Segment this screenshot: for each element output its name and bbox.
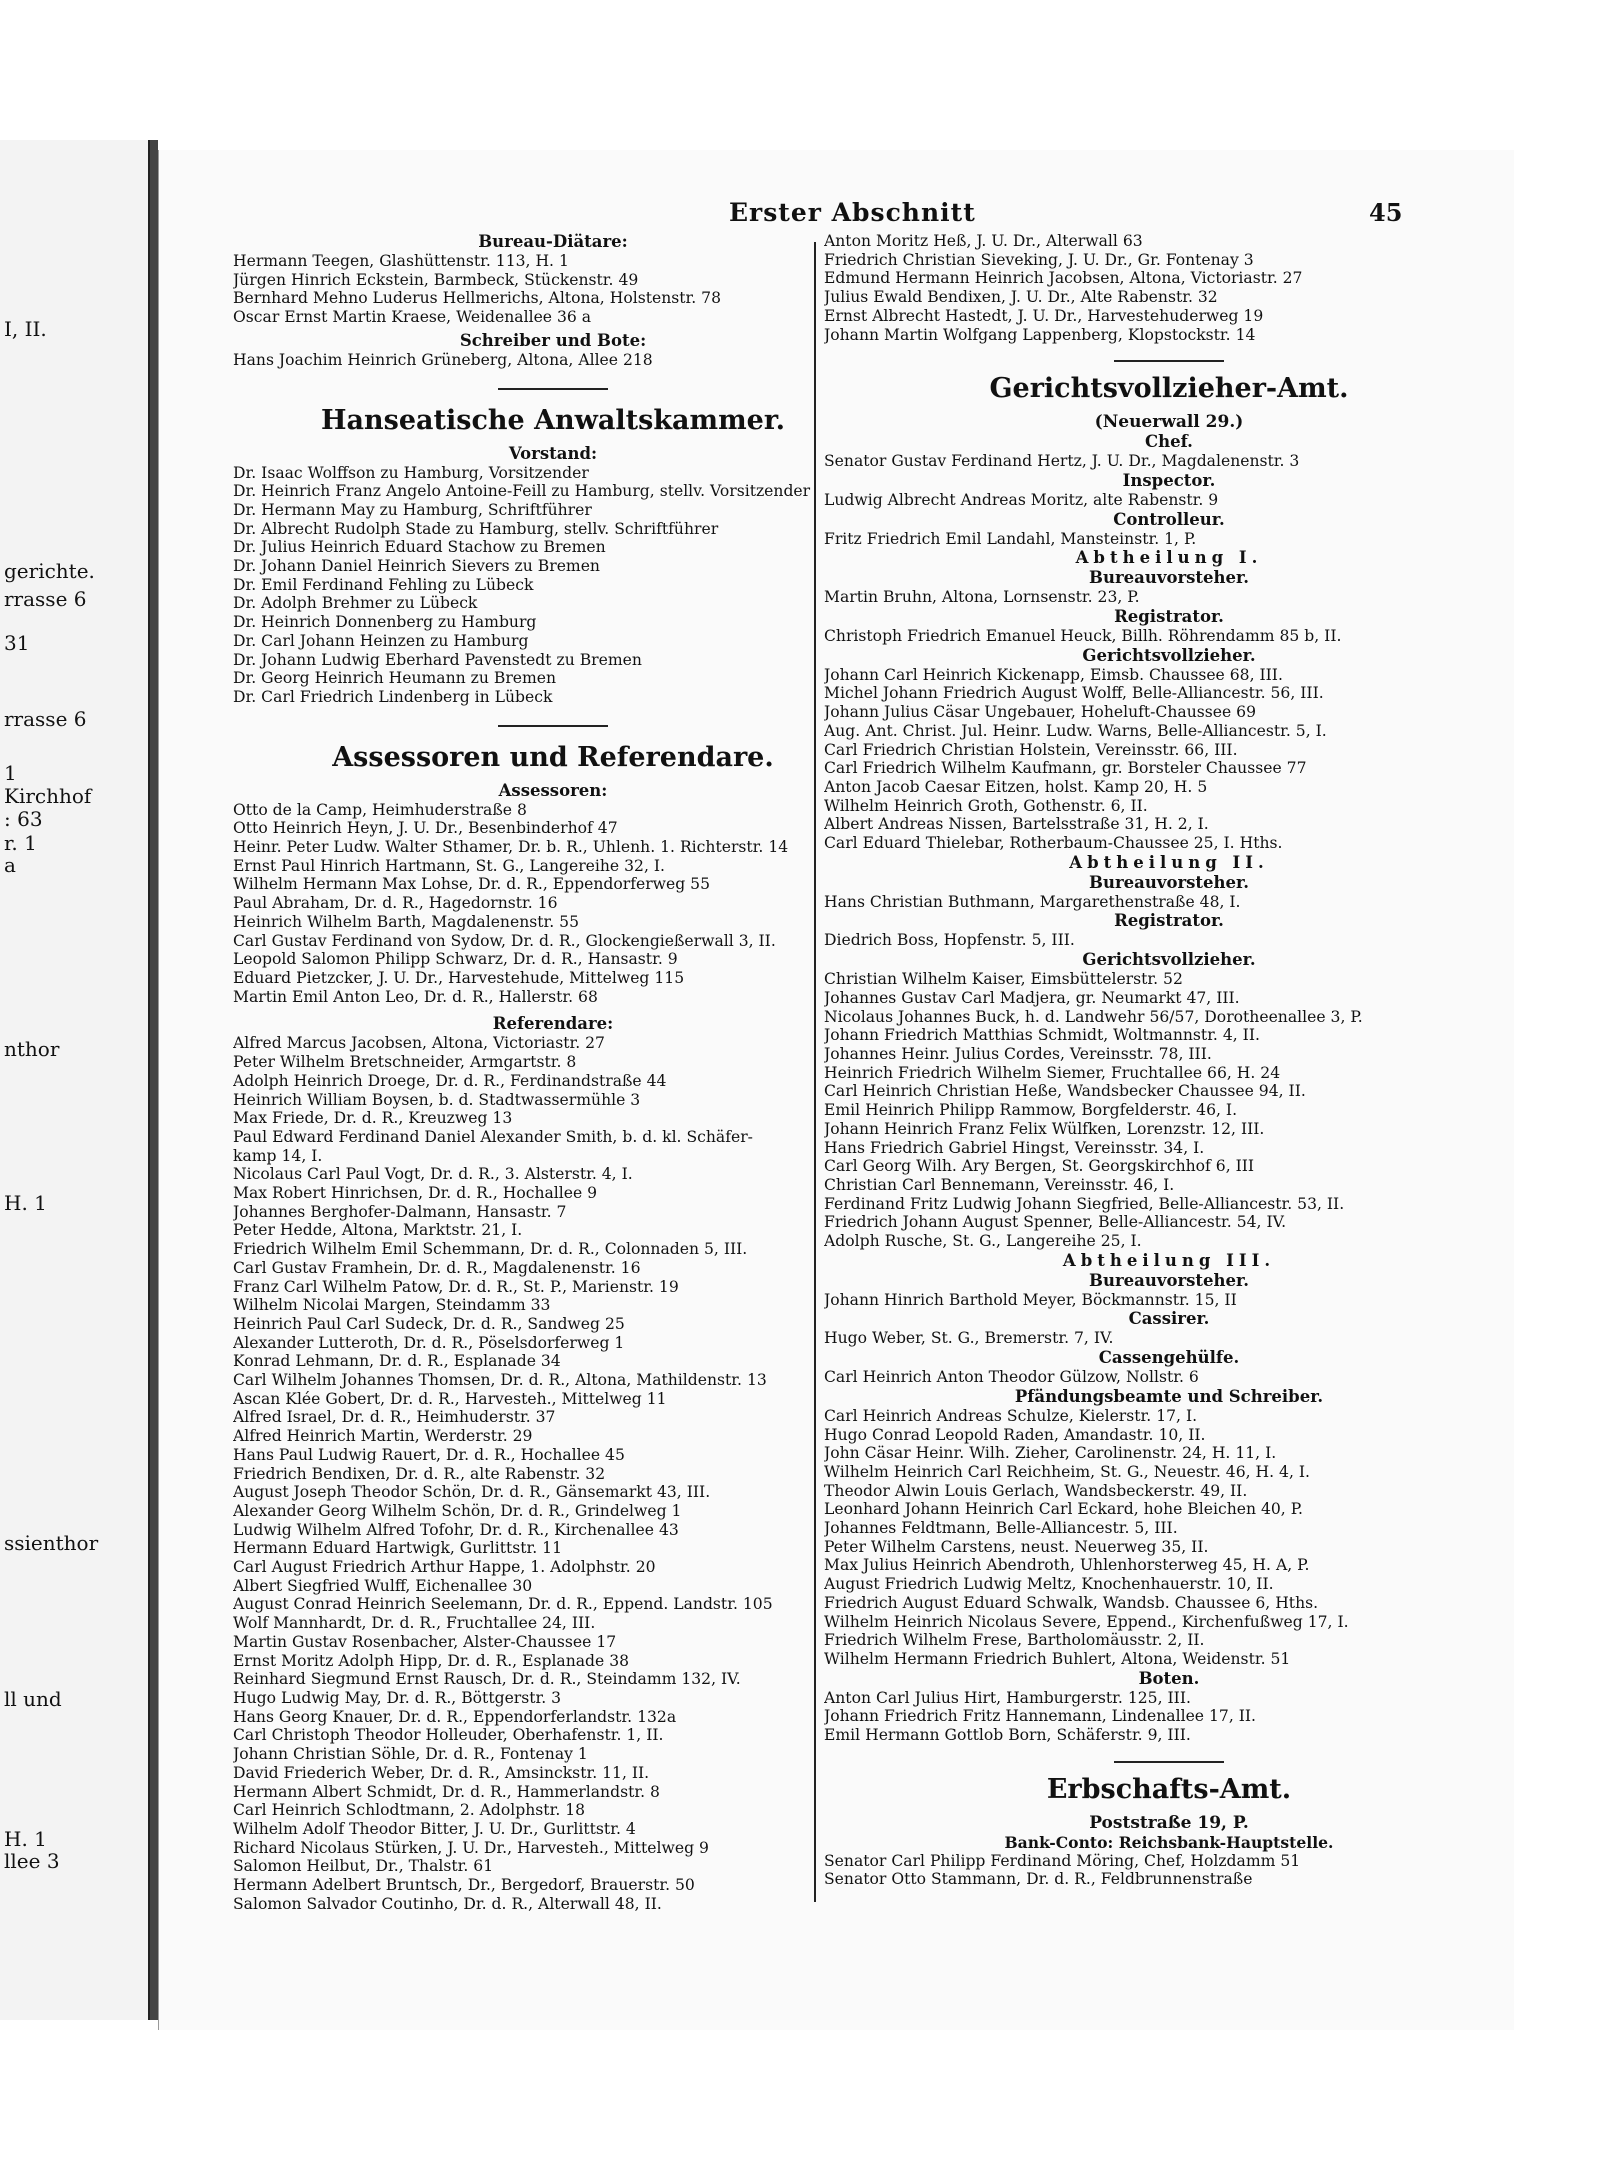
section-heading: Schreiber und Bote: [459, 330, 647, 350]
directory-entry: Friedrich Johann August Spenner, Belle-Alliancestr. 54, IV. [824, 1213, 1287, 1232]
directory-entry: Carl Wilhelm Johannes Thomsen, Dr. d. R., Altona, Mathildenstr. 13 [233, 1371, 767, 1390]
directory-entry: Dr. Albrecht Rudolph Stade zu Hamburg, stellv. Schriftführer [233, 519, 719, 538]
department-heading: Abtheilung II. [1069, 852, 1269, 872]
directory-entry: Heinrich Wilhelm Barth, Magdalenenstr. 55 [233, 912, 580, 931]
directory-entry: Johannes Gustav Carl Madjera, gr. Neumarkt 47, III. [824, 988, 1240, 1007]
directory-entry: Salomon Heilbut, Dr., Thalstr. 61 [233, 1857, 494, 1876]
book-gutter [150, 140, 158, 2020]
directory-entry: Johann Heinrich Franz Felix Wülfken, Lorenzstr. 12, III. [824, 1119, 1265, 1138]
department-heading: Abtheilung I. [1075, 548, 1263, 568]
previous-page-margin [0, 140, 151, 2020]
directory-entry: Johann Martin Wolfgang Lappenberg, Klopstockstr. 14 [824, 325, 1256, 344]
directory-entry: Christian Wilhelm Kaiser, Eimsbüttelerstr. 52 [824, 970, 1183, 989]
bank-account-note: Bank-Conto: Reichsbank-Hauptstelle. [1004, 1832, 1334, 1852]
entry-list [824, 1291, 1514, 1310]
directory-entry: Johann Julius Cäsar Ungebauer, Hoheluft-Chaussee 69 [824, 703, 1257, 722]
directory-entry: Wilhelm Heinrich Carl Reichheim, St. G., Neuestr. 46, H. 4, I. [824, 1462, 1311, 1481]
entry-list [233, 252, 873, 327]
directory-entry: Carl August Friedrich Arthur Happe, 1. Adolphstr. 20 [233, 1558, 656, 1577]
directory-entry: August Friedrich Ludwig Meltz, Knochenhauerstr. 10, II. [824, 1575, 1274, 1594]
directory-entry: Alfred Israel, Dr. d. R., Heimhuderstr. 37 [233, 1408, 556, 1427]
directory-entry: Anton Jacob Caesar Eitzen, holst. Kamp 20, H. 5 [824, 777, 1208, 796]
page-number: 45 [1369, 198, 1403, 227]
section-rule [498, 725, 608, 727]
directory-entry: Julius Ewald Bendixen, J. U. Dr., Alte Rabenstr. 32 [824, 288, 1218, 307]
directory-entry: Adolph Heinrich Droege, Dr. d. R., Ferdinandstraße 44 [233, 1071, 667, 1090]
directory-entry: Alfred Heinrich Martin, Werderstr. 29 [233, 1427, 533, 1446]
entry-list [233, 1034, 873, 1913]
directory-entry: Dr. Carl Johann Heinzen zu Hamburg [233, 631, 529, 650]
directory-entry: Ferdinand Fritz Ludwig Johann Siegfried, Belle-Alliancestr. 53, II. [824, 1194, 1345, 1213]
directory-entry: Wolf Mannhardt, Dr. d. R., Fruchtallee 24, III. [233, 1614, 596, 1633]
directory-entry: Wilhelm Adolf Theodor Bitter, J. U. Dr., Gurlittstr. 4 [233, 1819, 636, 1838]
directory-entry: Nicolaus Johannes Buck, h. d. Landwehr 56/57, Dorotheenallee 3, P. [824, 1007, 1363, 1026]
section-heading: Gerichtsvollzieher. [1082, 645, 1256, 665]
directory-entry: Oscar Ernst Martin Kraese, Weidenallee 36 a [233, 308, 592, 327]
directory-entry: Aug. Ant. Christ. Jul. Heinr. Ludw. Warns, Belle-Alliancestr. 5, I. [824, 721, 1327, 740]
directory-entry: Ernst Paul Hinrich Hartmann, St. G., Langereihe 32, I. [233, 856, 665, 875]
directory-entry: Albert Siegfried Wulff, Eichenallee 30 [233, 1576, 533, 1595]
office-address: Poststraße 19, P. [1089, 1812, 1249, 1833]
directory-entry: Alexander Georg Wilhelm Schön, Dr. d. R., Grindelweg 1 [233, 1501, 682, 1520]
directory-entry: Carl Georg Wilh. Ary Bergen, St. Georgskirchhof 6, III [824, 1157, 1255, 1176]
prev-fragment: Kirchhof [4, 784, 92, 808]
directory-entry: Dr. Heinrich Franz Angelo Antoine-Feill zu Hamburg, stellv. Vorsitzender [233, 482, 811, 501]
directory-entry: Salomon Salvador Coutinho, Dr. d. R., Alterwall 48, II. [233, 1894, 662, 1913]
directory-entry: Ascan Klée Gobert, Dr. d. R., Harvesteh., Mittelweg 11 [233, 1389, 667, 1408]
directory-entry: Hermann Teegen, Glashüttenstr. 113, H. 1 [233, 252, 569, 270]
section-heading: Boten. [1138, 1668, 1200, 1688]
directory-entry: Michel Johann Friedrich August Wolff, Belle-Alliancestr. 56, III. [824, 684, 1324, 703]
directory-entry: Dr. Johann Ludwig Eberhard Pavenstedt zu Bremen [233, 650, 642, 669]
directory-entry: Heinr. Peter Ludw. Walter Sthamer, Dr. b. R., Uhlenh. 1. Richterstr. 14 [233, 838, 789, 857]
section-heading: Registrator. [1114, 911, 1224, 931]
section-heading: Inspector. [1122, 470, 1216, 490]
directory-entry: Max Julius Heinrich Abendroth, Uhlenhorsterweg 45, H. A, P. [824, 1556, 1310, 1575]
directory-entry: Dr. Carl Friedrich Lindenberg in Lübeck [233, 687, 553, 706]
section-heading: Referendare: [492, 1014, 614, 1034]
prev-fragment: gerichte. [4, 559, 95, 583]
directory-entry: Christian Carl Bennemann, Vereinsstr. 46, I. [824, 1175, 1175, 1194]
entry-list [824, 931, 1514, 950]
directory-entry: Hugo Ludwig May, Dr. d. R., Böttgerstr. 3 [233, 1689, 562, 1707]
directory-entry: Dr. Emil Ferdinand Fehling zu Lübeck [233, 575, 534, 594]
directory-entry: Alexander Lutteroth, Dr. d. R., Pöselsdorferweg 1 [233, 1333, 625, 1352]
directory-entry: Heinrich William Boysen, b. d. Stadtwassermühle 3 [233, 1090, 641, 1109]
directory-entry: Albert Andreas Nissen, Bartelsstraße 31, H. 2, I. [824, 815, 1209, 834]
entry-list [824, 530, 1514, 549]
directory-entry: Max Friede, Dr. d. R., Kreuzweg 13 [233, 1109, 513, 1128]
directory-entry: kamp 14, I. [233, 1146, 323, 1165]
section-heading: Gerichtsvollzieher. [1082, 950, 1256, 970]
prev-fragment: H. 1 [4, 1827, 47, 1851]
directory-entry: Dr. Adolph Brehmer zu Lübeck [233, 594, 478, 613]
directory-entry: Carl Friedrich Christian Holstein, Vereinsstr. 66, III. [824, 740, 1238, 759]
book-page [158, 150, 1514, 2030]
directory-entry: Nicolaus Carl Paul Vogt, Dr. d. R., 3. Alsterstr. 4, I. [233, 1165, 633, 1184]
section-title: Gerichtsvollzieher-Amt. [989, 373, 1349, 405]
directory-entry: Hans Joachim Heinrich Grüneberg, Altona, Allee 218 [233, 350, 653, 369]
directory-entry: Carl Heinrich Andreas Schulze, Kielerstr. 17, I. [824, 1406, 1198, 1425]
right-column [824, 232, 1514, 1889]
directory-entry: Martin Bruhn, Altona, Lornsenstr. 23, P. [824, 588, 1140, 607]
page-header [159, 198, 1514, 228]
section-heading: Assessoren: [498, 780, 608, 800]
directory-entry: Johannes Berghofer-Dalmann, Hansastr. 7 [233, 1202, 567, 1221]
directory-entry: Wilhelm Hermann Max Lohse, Dr. d. R., Eppendorferweg 55 [233, 875, 711, 894]
directory-entry: Johannes Feldtmann, Belle-Alliancestr. 5, III. [824, 1519, 1178, 1538]
entry-list [824, 1852, 1514, 1889]
prev-fragment: rrasse 6 [4, 587, 87, 611]
directory-entry: Dr. Julius Heinrich Eduard Stachow zu Bremen [233, 538, 606, 557]
directory-entry: Friedrich Wilhelm Frese, Bartholomäusstr. 2, II. [824, 1631, 1205, 1650]
prev-fragment: nthor [4, 1037, 60, 1061]
directory-entry: Fritz Friedrich Emil Landahl, Mansteinstr. 1, P. [824, 529, 1197, 548]
directory-entry: Leopold Salomon Philipp Schwarz, Dr. d. R., Hansastr. 9 [233, 950, 678, 969]
prev-fragment: : 63 [4, 807, 43, 831]
section-heading: Registrator. [1114, 607, 1224, 627]
directory-entry: Christoph Friedrich Emanuel Heuck, Billh. Röhrendamm 85 b, II. [824, 627, 1342, 646]
directory-entry: Anton Carl Julius Hirt, Hamburgerstr. 125, III. [824, 1688, 1191, 1707]
directory-entry: Paul Abraham, Dr. d. R., Hagedornstr. 16 [233, 894, 558, 913]
directory-entry: Ludwig Albrecht Andreas Moritz, alte Rabenstr. 9 [824, 490, 1219, 509]
directory-entry: Peter Wilhelm Bretschneider, Armgartstr. 8 [233, 1053, 577, 1072]
section-heading: Bureau-Diätare: [478, 232, 628, 251]
section-heading: Bureauvorsteher. [1089, 1270, 1249, 1290]
prev-fragment: ll und [4, 1687, 62, 1711]
section-heading: Bureauvorsteher. [1089, 568, 1249, 588]
directory-entry: Theodor Alwin Louis Gerlach, Wandsbeckerstr. 49, II. [824, 1481, 1248, 1500]
section-heading: Bureauvorsteher. [1089, 872, 1249, 892]
directory-entry: Jürgen Hinrich Eckstein, Barmbeck, Stückenstr. 49 [233, 270, 639, 289]
directory-entry: Paul Edward Ferdinand Daniel Alexander Smith, b. d. kl. Schäfer- [233, 1127, 753, 1146]
directory-entry: Carl Heinrich Anton Theodor Gülzow, Nollstr. 6 [824, 1368, 1199, 1387]
office-address: (Neuerwall 29.) [1094, 412, 1244, 433]
entry-list [824, 1689, 1514, 1745]
prev-fragment: a [4, 853, 16, 877]
prev-fragment: ssienthor [4, 1531, 99, 1555]
directory-entry: Johannes Heinr. Julius Cordes, Vereinsstr. 78, III. [824, 1044, 1212, 1063]
directory-entry: Wilhelm Hermann Friedrich Buhlert, Altona, Weidenstr. 51 [824, 1649, 1291, 1668]
entry-list [824, 666, 1514, 853]
section-title: Erbschafts-Amt. [1046, 1773, 1292, 1805]
entry-list [233, 351, 873, 370]
directory-entry: Peter Hedde, Altona, Marktstr. 21, I. [233, 1221, 523, 1240]
entry-list [824, 893, 1514, 912]
directory-entry: Leonhard Johann Heinrich Carl Eckard, hohe Bleichen 40, P. [824, 1500, 1304, 1519]
left-column [233, 232, 873, 1913]
prev-fragment: rrasse 6 [4, 707, 87, 731]
directory-entry: Friedrich Christian Sieveking, J. U. Dr., Gr. Fontenay 3 [824, 250, 1254, 269]
directory-entry: Hans Christian Buthmann, Margarethenstraße 48, I. [824, 892, 1241, 911]
section-heading: Chef. [1145, 432, 1193, 452]
entry-list [233, 801, 873, 1007]
directory-entry: Anton Moritz Heß, J. U. Dr., Alterwall 63 [824, 232, 1143, 250]
directory-entry: Johann Friedrich Matthias Schmidt, Woltmannstr. 4, II. [824, 1026, 1260, 1045]
directory-entry: Emil Heinrich Philipp Rammow, Borgfelderstr. 46, I. [824, 1101, 1238, 1120]
directory-entry: Senator Carl Philipp Ferdinand Möring, Chef, Holzdamm 51 [824, 1851, 1301, 1870]
directory-entry: Carl Gustav Framhein, Dr. d. R., Magdalenenstr. 16 [233, 1258, 641, 1277]
directory-entry: August Joseph Theodor Schön, Dr. d. R., Gänsemarkt 43, III. [233, 1483, 711, 1502]
directory-entry: Ernst Albrecht Hastedt, J. U. Dr., Harvestehuderweg 19 [824, 306, 1264, 325]
section-title: Assessoren und Referendare. [332, 741, 774, 773]
directory-entry: Hermann Albert Schmidt, Dr. d. R., Hammerlandstr. 8 [233, 1782, 660, 1801]
directory-entry: Reinhard Siegmund Ernst Rausch, Dr. d. R., Steindamm 132, IV. [233, 1670, 741, 1689]
directory-entry: Carl Eduard Thielebar, Rotherbaum-Chaussee 25, I. Hths. [824, 834, 1283, 853]
directory-entry: Carl Christoph Theodor Holleuder, Oberhafenstr. 1, II. [233, 1726, 664, 1745]
directory-entry: Carl Heinrich Christian Heße, Wandsbecker Chaussee 94, II. [824, 1082, 1306, 1101]
directory-entry: Hans Friedrich Gabriel Hingst, Vereinsstr. 34, I. [824, 1138, 1205, 1157]
directory-entry: Franz Carl Wilhelm Patow, Dr. d. R., St. P., Marienstr. 19 [233, 1277, 679, 1296]
section-heading: Vorstand: [508, 443, 598, 463]
directory-entry: Otto Heinrich Heyn, J. U. Dr., Besenbinderhof 47 [233, 819, 618, 838]
directory-entry: David Friederich Weber, Dr. d. R., Amsinckstr. 11, II. [233, 1763, 650, 1782]
directory-entry: Johann Hinrich Barthold Meyer, Böckmannstr. 15, II [824, 1290, 1237, 1309]
directory-entry: Adolph Rusche, St. G., Langereihe 25, I. [824, 1232, 1142, 1251]
directory-entry: August Conrad Heinrich Seelemann, Dr. d. R., Eppend. Landstr. 105 [233, 1595, 773, 1614]
entry-list [824, 491, 1514, 510]
directory-entry: Friedrich Wilhelm Emil Schemmann, Dr. d. R., Colonnaden 5, III. [233, 1240, 748, 1259]
directory-entry: Dr. Georg Heinrich Heumann zu Bremen [233, 669, 557, 688]
directory-entry: Wilhelm Heinrich Groth, Gothenstr. 6, II. [824, 796, 1148, 815]
section-rule [1114, 360, 1224, 362]
directory-entry: Martin Emil Anton Leo, Dr. d. R., Hallerstr. 68 [233, 987, 598, 1006]
prev-fragment: I, II. [4, 317, 47, 341]
directory-entry: Diedrich Boss, Hopfenstr. 5, III. [824, 931, 1075, 950]
directory-entry: Hugo Conrad Leopold Raden, Amandastr. 10, II. [824, 1425, 1206, 1444]
directory-entry: Hermann Eduard Hartwigk, Gurlittstr. 11 [233, 1539, 563, 1558]
entry-list [824, 1329, 1514, 1348]
directory-entry: Wilhelm Nicolai Margen, Steindamm 33 [233, 1296, 551, 1315]
section-title: Hanseatische Anwaltskammer. [321, 404, 785, 436]
directory-entry: Dr. Heinrich Donnenberg zu Hamburg [233, 613, 537, 632]
directory-entry: Ludwig Wilhelm Alfred Tofohr, Dr. d. R., Kirchenallee 43 [233, 1520, 679, 1539]
directory-entry: Alfred Marcus Jacobsen, Altona, Victoriastr. 27 [233, 1034, 605, 1053]
section-heading: Pfändungsbeamte und Schreiber. [1014, 1386, 1324, 1406]
directory-entry: Heinrich Paul Carl Sudeck, Dr. d. R., Sandweg 25 [233, 1314, 625, 1333]
directory-entry: Ernst Moritz Adolph Hipp, Dr. d. R., Esplanade 38 [233, 1651, 630, 1670]
directory-entry: Otto de la Camp, Heimhuderstraße 8 [233, 800, 527, 819]
directory-entry: Friedrich August Eduard Schwalk, Wandsb. Chaussee 6, Hths. [824, 1593, 1319, 1612]
directory-entry: John Cäsar Heinr. Wilh. Zieher, Carolinenstr. 24, H. 11, I. [824, 1444, 1277, 1463]
entry-list [824, 588, 1514, 607]
section-heading: Controlleur. [1113, 509, 1225, 529]
directory-entry: Carl Gustav Ferdinand von Sydow, Dr. d. R., Glockengießerwall 3, II. [233, 931, 776, 950]
entry-list [824, 1368, 1514, 1387]
directory-entry: Emil Hermann Gottlob Born, Schäferstr. 9, III. [824, 1726, 1191, 1745]
directory-entry: Friedrich Bendixen, Dr. d. R., alte Rabenstr. 32 [233, 1464, 606, 1483]
section-rule [1114, 1761, 1224, 1763]
department-heading: Abtheilung III. [1062, 1250, 1276, 1270]
directory-entry: Carl Heinrich Schlodtmann, 2. Adolphstr. 18 [233, 1801, 586, 1820]
directory-entry: Hugo Weber, St. G., Bremerstr. 7, IV. [824, 1329, 1114, 1348]
directory-entry: Hans Georg Knauer, Dr. d. R., Eppendorferlandstr. 132a [233, 1707, 677, 1726]
prev-fragment: llee 3 [4, 1849, 60, 1873]
section-heading: Cassengehülfe. [1098, 1348, 1240, 1368]
directory-entry: Hans Paul Ludwig Rauert, Dr. d. R., Hochallee 45 [233, 1445, 625, 1464]
entry-list [824, 627, 1514, 646]
entry-list [824, 1407, 1514, 1669]
directory-entry: Eduard Pietzcker, J. U. Dr., Harvestehude, Mittelweg 115 [233, 968, 685, 987]
section-rule [498, 388, 608, 390]
entry-list [824, 452, 1514, 471]
directory-entry: Hermann Adelbert Bruntsch, Dr., Bergedorf, Brauerstr. 50 [233, 1876, 695, 1895]
directory-entry: Dr. Hermann May zu Hamburg, Schriftführer [233, 500, 592, 519]
directory-entry: Johann Friedrich Fritz Hannemann, Lindenallee 17, II. [824, 1707, 1257, 1726]
entry-list [233, 464, 873, 707]
prev-fragment: r. 1 [4, 831, 37, 855]
directory-entry: Martin Gustav Rosenbacher, Alster-Chaussee 17 [233, 1632, 617, 1651]
directory-entry: Richard Nicolaus Stürken, J. U. Dr., Harvesteh., Mittelweg 9 [233, 1838, 709, 1857]
directory-entry: Dr. Johann Daniel Heinrich Sievers zu Bremen [233, 557, 600, 576]
prev-fragment: 31 [4, 631, 30, 655]
prev-fragment: 1 [4, 761, 17, 785]
directory-entry: Senator Otto Stammann, Dr. d. R., Feldbrunnenstraße [824, 1870, 1253, 1889]
entry-list [824, 232, 1514, 344]
directory-entry: Carl Friedrich Wilhelm Kaufmann, gr. Borsteler Chaussee 77 [824, 759, 1307, 778]
prev-fragment: H. 1 [4, 1191, 47, 1215]
running-title: Erster Abschnitt [729, 198, 976, 227]
directory-entry: Konrad Lehmann, Dr. d. R., Esplanade 34 [233, 1352, 561, 1371]
directory-entry: Heinrich Friedrich Wilhelm Siemer, Fruchtallee 66, H. 24 [824, 1063, 1281, 1082]
directory-entry: Johann Carl Heinrich Kickenapp, Eimsb. Chaussee 68, III. [824, 665, 1283, 684]
entry-list [824, 970, 1514, 1251]
directory-entry: Johann Christian Söhle, Dr. d. R., Fontenay 1 [233, 1745, 588, 1764]
section-heading: Cassirer. [1128, 1309, 1210, 1329]
directory-entry: Wilhelm Heinrich Nicolaus Severe, Eppend., Kirchenfußweg 17, I. [824, 1612, 1349, 1631]
directory-entry: Max Robert Hinrichsen, Dr. d. R., Hochallee 9 [233, 1184, 598, 1203]
directory-entry: Peter Wilhelm Carstens, neust. Neuerweg 35, II. [824, 1537, 1209, 1556]
directory-entry: Edmund Hermann Heinrich Jacobsen, Altona, Victoriastr. 27 [824, 269, 1303, 288]
directory-entry: Bernhard Mehno Luderus Hellmerichs, Altona, Holstenstr. 78 [233, 289, 721, 308]
directory-entry: Dr. Isaac Wolffson zu Hamburg, Vorsitzender [233, 463, 589, 482]
directory-entry: Senator Gustav Ferdinand Hertz, J. U. Dr., Magdalenenstr. 3 [824, 452, 1300, 471]
